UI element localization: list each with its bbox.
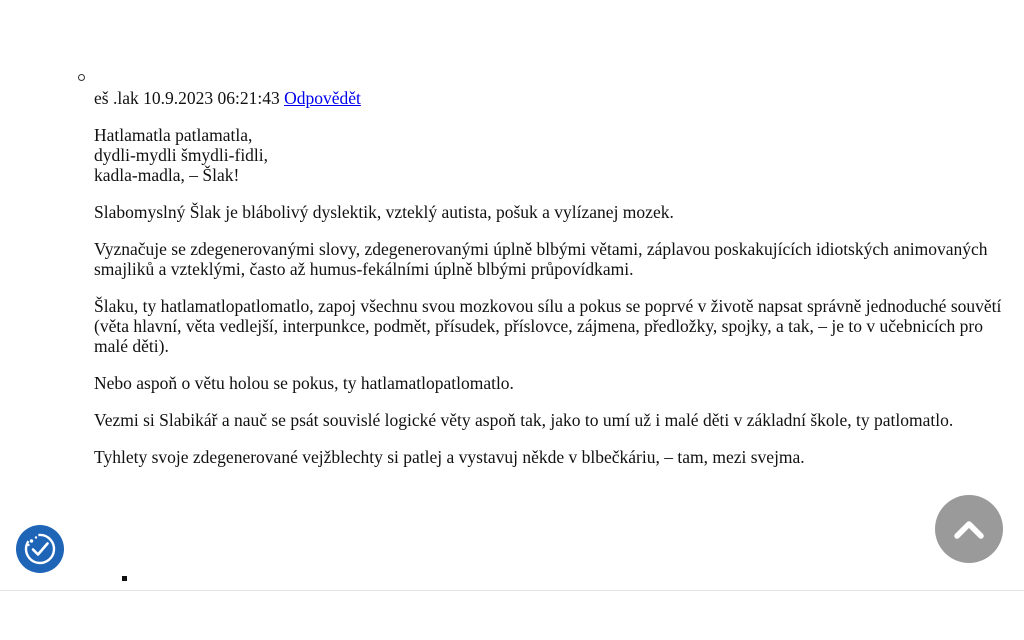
scroll-to-top-button[interactable]	[935, 495, 1003, 563]
comment-paragraph: Slabomyslný Šlak je blábolivý dyslektik, vzteklý autista, pošuk a vylízanej mozek.	[94, 202, 674, 222]
comment-meta	[94, 88, 1019, 108]
list-bullet-circle	[78, 74, 85, 81]
comment-paragraph: Vezmi si Slabikář a nauč se psát souvislé logické věty aspoň tak, jako to umí už i malé děti v základní škole, ty patlomatlo.	[94, 410, 954, 430]
chevron-up-icon	[954, 518, 984, 540]
comment-author: eš .lak	[94, 88, 139, 108]
comment-paragraph: Nebo aspoň o větu holou se pokus, ty hatlamatlopatlomatlo.	[94, 373, 514, 393]
reply-link[interactable]: Odpovědět	[284, 88, 361, 108]
accessibility-button[interactable]	[16, 525, 64, 573]
poem-line: dydli-mydli šmydli-fidli,	[94, 145, 269, 165]
comment-paragraph: Tyhlety svoje zdegenerované vejžblechty si patlej a vystavuj někde v blbečkáriu, – tam, mezi svejma.	[94, 447, 805, 467]
comment-timestamp: 10.9.2023 06:21:43	[143, 88, 280, 108]
bottom-divider	[0, 590, 1024, 591]
list-bullet-square	[122, 576, 127, 581]
accessibility-icon	[23, 532, 57, 566]
poem-line: kadla-madla, – Šlak!	[94, 165, 240, 185]
comment	[94, 88, 1019, 484]
comment-poem	[94, 125, 1019, 185]
comment-paragraph: Šlaku, ty hatlamatlopatlomatlo, zapoj všechnu svou mozkovou sílu a pokus se poprvé v životě napsat správně jednoduché souvětí (věta hlavní, věta vedlejší, interpunkce, podmět, přísudek, příslovce, zájmena, předložky, spojky, a tak, – je to v učebnicích pro malé děti).	[94, 296, 1002, 356]
poem-line: Hatlamatla patlamatla,	[94, 125, 253, 145]
comment-paragraph: Vyznačuje se zdegenerovanými slovy, zdegenerovanými úplně blbými větami, záplavou poskakujících idiotských animovaných smajliků a vzteklými, často až humus-fekálními úplně blbými průpovídkami.	[94, 239, 988, 279]
